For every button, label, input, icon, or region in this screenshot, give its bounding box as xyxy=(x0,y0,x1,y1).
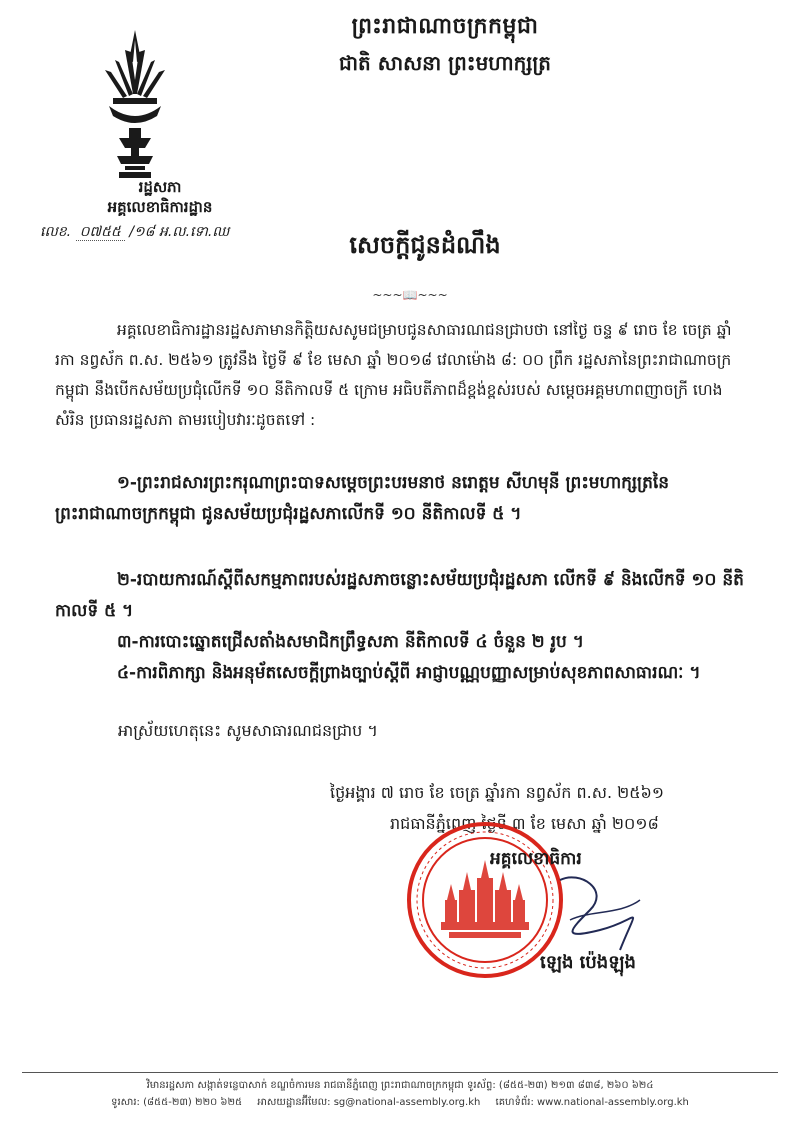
footer-fax: ទូរសារ: (៨៥៥-២៣) ២២០ ៦២៥ xyxy=(111,1097,243,1108)
signer-title: អគ្គលេខាធិការ xyxy=(490,849,582,869)
agenda-item: ៤-ការពិភាក្សា និងអនុម័តសេចក្តីព្រាងច្បាប់ស្តីពី អាជ្ញាបណ្ណបញ្ញាសម្រាប់សុខភាពសាធារណៈ ។ xyxy=(117,663,701,683)
footer-address: វិមានរដ្ឋសភា សង្កាត់ទន្លេបាសាក់ ខណ្ឌចំការមន រាជធានីភ្នំពេញ ព្រះរាជាណាចក្រកម្ពុជា ទូរស័ព្ទ: (៨៥៥-២៣) ២១៣ ៨៣៨, ២៦០ ៦២៤ xyxy=(146,1080,654,1091)
solar-date: រាជធានីភ្នំពេញ ថ្ងៃទី ៣ ខែ មេសា ឆ្នាំ ២០១៨ xyxy=(390,814,659,833)
document-title: សេចក្តីជូនដំណឹង xyxy=(349,231,501,259)
footer-divider xyxy=(22,1072,778,1073)
reference-suffix: /១៨ អ.ល.ទោ.ឈ xyxy=(129,224,230,240)
office-name: រដ្ឋសភា xyxy=(138,178,182,196)
footer-website: គេហទំព័រ: www.national-assembly.org.kh xyxy=(495,1097,689,1108)
signature-icon xyxy=(540,860,660,960)
ornament-divider: ~~~📖~~~ xyxy=(372,288,448,302)
kingdom-heading: ព្រះរាជាណាចក្រកម្ពុជា xyxy=(351,14,539,39)
reference-label: លេខ. xyxy=(40,224,72,240)
national-motto: ជាតិ សាសនា ព្រះមហាក្សត្រ xyxy=(339,51,551,75)
agenda-item: ៣-ការបោះឆ្នោតជ្រើសតាំងសមាជិកព្រឹទ្ធសភា នីតិកាលទី ៤ ចំនួន ២ រូប ។ xyxy=(117,632,584,652)
reference-line xyxy=(40,222,229,243)
lunar-date: ថ្ងៃអង្គារ ៧ រោច ខែ ចេត្រ ឆ្នាំរកា នព្វស័ក ព.ស. ២៥៦១ xyxy=(330,783,664,802)
royal-crown-emblem-icon xyxy=(95,30,175,180)
closing-statement: អាស្រ័យហេតុនេះ សូមសាធារណជនជ្រាប ។ xyxy=(118,721,378,740)
office-department: អគ្គលេខាធិការដ្ឋាន xyxy=(107,198,213,216)
footer-email: អាសយដ្ឋានអ៊ីមែល: sg@national-assembly.org.kh xyxy=(257,1097,481,1108)
signer-name: ឡេង ប៉េងឡុង xyxy=(540,952,636,973)
agenda-item: ១-ព្រះរាជសារព្រះករុណាព្រះបាទសម្តេចព្រះបរមនាថ នរោត្តម សីហមុនី ព្រះមហាក្សត្រនៃព្រះរាជាណាចក្រកម្ពុជា ជូនសម័យប្រជុំរដ្ឋសភាលើកទី ១០ នីតិកាលទី ៥ ។ xyxy=(55,473,670,524)
agenda-item: ២-របាយការណ៍ស្តីពីសកម្មភាពរបស់រដ្ឋសភាចន្លោះសម័យប្រជុំរដ្ឋសភា លើកទី ៩ និងលើកទី ១០ នីតិកាលទី ៥ ។ xyxy=(55,570,744,621)
announcement-paragraph: អគ្គលេខាធិការដ្ឋានរដ្ឋសភាមានកិត្តិយសសូមជម្រាបជូនសាធារណជនជ្រាបថា នៅថ្ងៃ ចន្ទ ៩ រោច ខែ ចេត្រ ឆ្នាំ រកា នព្វស័ក ព.ស. ២៥៦១ ត្រូវនឹង ថ្ងៃទី ៩ ខែ មេសា ឆ្នាំ ២០១៨ វេលាម៉ោង ៨: ០០ ព្រឹក រដ្ឋសភានៃព្រះរាជាណាចក្រកម្ពុជា នឹងបើកសម័យប្រជុំលើកទី ១០ នីតិកាលទី ៥ ក្រោម អធិបតីភាពដ៏ខ្ពង់ខ្ពស់របស់ សម្តេចអគ្គមហាពញាចក្រី ហេង សំរិន ប្រធានរដ្ឋសភា តាមរបៀបវារៈដូចតទៅ : xyxy=(55,321,732,429)
reference-number: ០៧៥៥ xyxy=(76,224,125,241)
footer-contacts xyxy=(22,1095,778,1110)
